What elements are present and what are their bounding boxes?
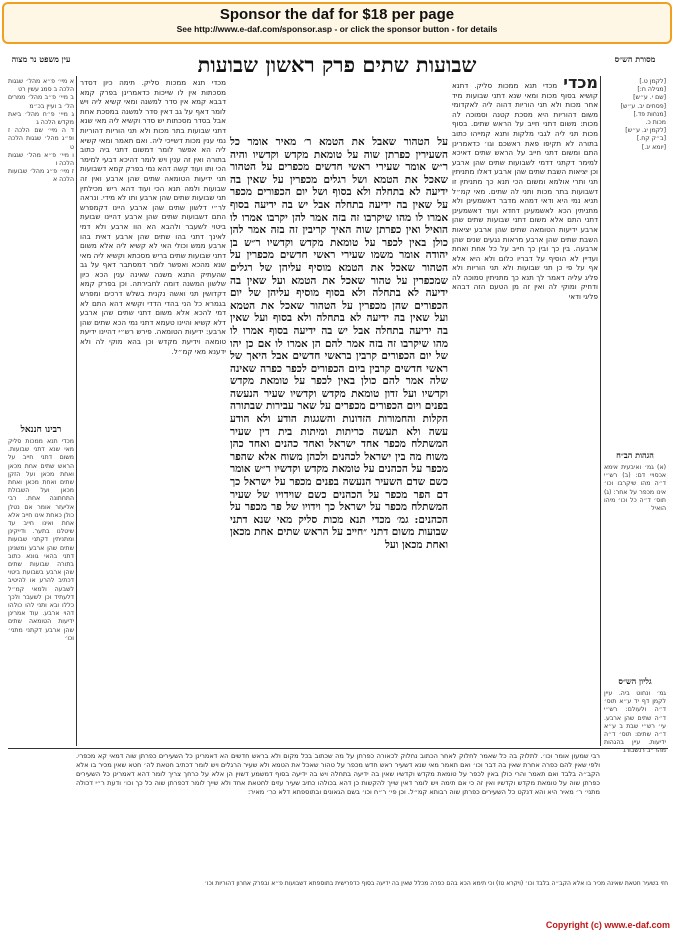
rashi-commentary [452,73,598,743]
mesoret-hashas-title: מסורת הש״ס [614,54,656,64]
tosafot-text: מכדי תנא ממכות סליק. תימה כיון דסדר מסכתות אין לו שייכות כדאמרינן בפרק קמא דבבא קמא אין סדר למשנה ומאי קשיא ליה ויש לומר דאף על גב דאין סדר למשנה במסכת אחת אבל בסדר מסכתות יש סדר וקשיא ליה מאי שנא דתני שבועות בתר מכות ולא תני הוריות דהוריות נמי ענין מכות דשייכי ליה. ואם תאמר ומאי קשיא ליה הא אפשר לומר דמשום דתני ביה כתוב בתורה ואין זה ענין ויש לומר דהיכא דבעי למימר הכי ותו ועוד קשה דהא נמי בפרק קמא דשבועות תני ידיעות הטומאה שתים שהן ארבע ואין זה שבועות ולמה תנא הכי ועוד דהא ריש מכילתין תני שבועות שתים שהן ארבע ותו לא מידי. ונראה לר״י דלשון שתים שהן ארבע היינו דקמפרש התם דשבועות שתים שהן ארבע דהיינו שבועת ביטוי לשעבר ולהבא הא הוו ארבע ולא דמי לאינך דתני בהו שתים שהן ארבע דאית בהו ארבע ממש וכולי האי לא קשיא ליה אלא משום דתני שבועות שתים בריש מסכתא וקשיא ליה מאי שנא מהכא ואפשר לומר דמסתבר דאף על גב שהעתיק התנא משנה שאינה ענין הכא כיון שלשון המשנה דומה לחבירתה. וכן בפרק קמא דקדושין תני ואשה נקנית בשלש דרכים ומפרש בגמרא כל הני בהדי הדדי וקשיא דהא התם לא דמי להכא אלא משום דתני שתים שהן ארבע דלא קשיא והיינו טעמא דתני נמי הכא שתים שהן ארבע: ידיעות הטומאה. פירש רש״י דהיינו ידיעת טומאה וידיעת מקדש וכן בהא מוקי לה ולא ידענא מאי קמ״ל. [80,78,226,356]
sponsor-subtitle[interactable]: See http://www.e-daf.com/sponsor.asp - or click the sponsor button - for details [176,24,498,34]
bottom-notes: חזי בשעיר חטאת שאינה מכיר בו אלא הקב״ה בלבד וכו׳ (ויקרא טז) וכי תימא הכא בהם כפרה מכלל שאין בה ידיעה בסוף כדפרישית בתוספתא דשבועות פ״א ובפרק אחרון דהוריות וכו׳ [204,880,668,887]
talmud-page [4,48,672,916]
sponsor-banner[interactable] [2,2,672,44]
bottom-commentary: רבי שמעון אומר וכו׳. לתלוק בה כל שאמר לחלוק לאחר הכתוב נחלוק לכאורה כפרתן על מה שכתוב בכל מקום ולא בראש חדשים הא דאמרינן כל השעירים כפרתן שוה דמאי קא מכפרי. ולפי שאין להם כפרה אחרת שאין בה דבר וכו׳ ואם תאמר מאי שנא דשעיר ראש חדש מכפר על טהור שאכל את הטמא ולא שעיר הרגלים ויש לומר דכתיב חטאת לה׳ חטא שאין מכיר בו אלא הקב״ה בלבד ואם תאמר והרי כולן באין לכפר על טומאת מקדש וקדשיו שאין בה ידיעה בתחלה ויש בה ידיעה בסוף דמשמע דשוין הן אלא על כרחך צריך לומר דהא דאמרינן כל השעירים כפרתן שוה על טומאת מקדש וקדשיו ואין זה כי אם תימה ויש לומר דאין שייך להקשות כן דהא בכולהו כתיב שעיר עזים לחטאת אחד ולא שייך לומר דכפרתן שוה כל כך וכו׳ ודעת ר״י דכולה מתני׳ ר׳ מאיר היא והא דנקט כל השעירים כפרתן שוה רבותא קמ״ל. וכן פי׳ ר״ח וכו׳ בשם הגאונים ובתוספתא דלא כר׳ מאיר: [76,752,600,796]
tosafot-commentary [80,78,226,743]
hagahot-text: (א) גמ׳ ואיבעית אימא אכסויי דם: (ב) רש״י ד״ה מהו שיקרבו וכו׳ אינו מכפר על אחר: (ג) תוס׳ ד״ה כל וכו׳ מיהו הואיל [604,464,666,513]
rabbeinu-chananel-title: רבינו חננאל [20,425,62,435]
gilyon-title: גליון הש״ס [618,676,652,686]
rashi-text: מכדי תנא ממכות סליק. דתנא קושיא בסוף מכות ומאי שנא דתני שבועות מיד אחר מכות ולא תני הוריות דהוה ליה לאקדומי משום דהוריות היא מסכת קטנה וסמוכה לה מכות: משום דתני חייב על הראש שתים. בסוף מכות תני ליה לגבי מלקות ותנא קמייהו כתוב בתורה לא תקיפו פאת ראשכם וגו׳ כדאמרינן התם ומשום דתני חייב על הראש שתים דאיכא למימר דקתני דדמי לשבועות שתים שהן ארבע וכן יציאות השבת שתים שהן ארבע דאלו מתניתין תני ותרי אולמא ומשום הכי תנא כך מתניתין זו דשבועות בתר מכות ותני לה שתים. מאי קמ״ל תניא נמי היא ודאי דמהא מדבר דאשמעינן ולא מתניתין הכא לאשמעינן דחדא ועוד דאשמעינן דתני התם אלא משום דתני שבועות שתים שהן ארבע ידיעות הטומאה שתים שהן ארבע יציאות השבת שתים שהן ארבע מראות נגעים שנים שהן ארבעה. בין כך ובין כך חייב על כל אחת ואחת ועדיין לא הוסיף על דבריו כלום ולא היא אלא אף על פי כן תני שבועות ולא תני הוריות ולא פליג עליה דאמר לך תנא כך מתניתין סמוכה לה ודחיק ומוקי לה ואין זה מן הטעם הזה דבהא פליגי ודאי [452,81,598,302]
ein-mishpat-title: עין משפט נר מצוה [11,54,71,64]
right-margin-rule [600,76,601,746]
ein-mishpat-refs: א מיי׳ פ״א מהל׳ שגגות הלכה ב סמג עשין רט ב מיי׳ פ״ב מהל׳ ממרים הל׳ ב ועיין בכ״מ ג מיי׳ פ״ח מהל׳ ביאת מקדש הלכה ג ד ה מיי׳ שם הלכה ז ופ״ג מהל׳ שגגות הלכה ט ו מיי׳ פ״א מהל׳ שגגות הלכה ו ז מיי׳ פ״ג מהל׳ שבועות הלכה א [8,78,74,184]
mesoret-hashas-refs: [לקמן ט.] [מגילה ח:] [שם י. ע״ש] [פסחים יב. ע״ש] [מנחות פד.] מכות כ. [לקמן יג. ע״ש] [ב״ק קח.] [יומא יג.] [620,78,666,151]
left-margin-rule [76,76,77,746]
bottom-section-rule [8,748,668,749]
hagahot-title: הגהות הב״ח [616,450,654,460]
sponsor-title[interactable]: Sponsor the daf for $18 per page [219,6,455,23]
copyright-link[interactable]: Copyright (c) www.e-daf.com [545,920,670,930]
gemara-text: על הטהור שאבל את הטמא ר׳ מאיר אומר כל השעירין כפרתן שוה על טומאת מקדש וקדשיו והיה ר״ש אומר שעירי ראשי חדשים מכפרים על הטהור שאכל את הטמא ושל רגלים מכפרין על שאין בה ידיעה לא בתחלה ולא בסוף ושל יום הכפורים מכפר על שאין בה ידיעה בתחלה אבל יש בה ידיעה בסוף אמרו לו מהו שיקרבו זה בזה אמר להן יקרבו אמרו לו הואיל ואין כפרתן שוה האיך קריבין זה בזה אמר להן כולן באין לכפר על טומאת מקדש וקדשיו ר״ש בן יהודה אומר משמו שעירי ראשי חדשים מכפרין על הטהור שאכל את הטמא מוסיף עליהן של רגלים שמכפרין על טהור שאכל את הטמא ועל שאין בה ידיעה לא בתחלה ולא בסוף מוסיף עליהן של יום הכפורים שהן מכפרין על הטהור שאכל את הטמא ועל שאין בה ידיעה לא בתחלה ולא בסוף ועל שאין בה ידיעה בתחלה אבל יש בה ידיעה בסוף אמרו לו מהו שיקרבו זה בזה אמר להם הן אמרו לו אם כן יהו של יום הכפורים קרבין בראשי חדשים אבל היאך של ראשי חדשים קרבין ביום הכפורים לכפר כפרה שאינה שלה אמר להם כולן באין לכפר על טומאת מקדש וקדשיו ועל זדון טומאת מקדש וקדשיו שעיר הנעשה בפנים ויום הכפורים מכפרים על שאר עבירות שבתורה הקלות והחמורות הזדונות והשגגות הודע ולא הודע עשה ולא תעשה כריתות ומיתות בית דין שעיר המשתלח מכפר אחד ישראל ואחד כהנים ואחד כהן משוח מה בין ישראל לכהנים ולכהן משוח אלא שהפר מכפר על הכהנים על טומאת מקדש וקדשיו ר״ש אומר כשם שדם השעיר הנעשה בפנים מכפר על ישראל כך דם הפר מכפר על הכהנים כשם שוידויו של שעיר המשתלח מכפר על ישראל כך וידויו של פר מכפר על הכהנים: גמ׳ מכדי תנא מכות סליק מאי שנא דתני שבועות משום דתני ״חייב על הראש שתים אחת מכאן ואחת מכאן ועל [229,136,448,551]
page-header: שבועות שתים פרק ראשון שבועות [197,52,477,77]
rabbeinu-chananel-text: מכדי תנא ממכות סליק מאי שנא דתני שבועות. משום דתני חייב על הראש שתים אחת מכאן ואחת מכאן ועל הזקן שתים ואחת מכאן ואחת מכאן ועל השבולת התחתונה אחת. רבי אליעזר אומר אם נטלן כולן כאחת אינו חייב אלא אחת ואינו חייב עד שיטלנו בתער. ודייקינן ומתניתין דקתני שבועות שתים שהן ארבע ומשנינן דתני בהאי גוונא כתוב בתורה שבועות שתים שהן ארבע בשבועת ביטוי דכתיב להרע או להיטיב לשבעה ולמאי קמ״ל דלעתיד וכן לשעבר ולכך כללו ובא ותני להו כולהו דהוי ארבע. עוד אמרינן ידיעות הטומאה שתים שהן ארבע דקתני מתני׳ וכו׳ [8,438,74,642]
gilyon-text: גמ׳ ונחוט ביה. עיין לקמן דף יד ע״א תוס׳ ד״ה ולעולם: רש״י ד״ה שתים שהן ארבע. עי׳ רש״י שבת ב ע״א ד״ה שתים: תוס׳ ד״ה ידיעות. עיין בהגהות מהר״ב רנשבורג [604,690,666,755]
opening-word: מכדי [563,73,598,92]
